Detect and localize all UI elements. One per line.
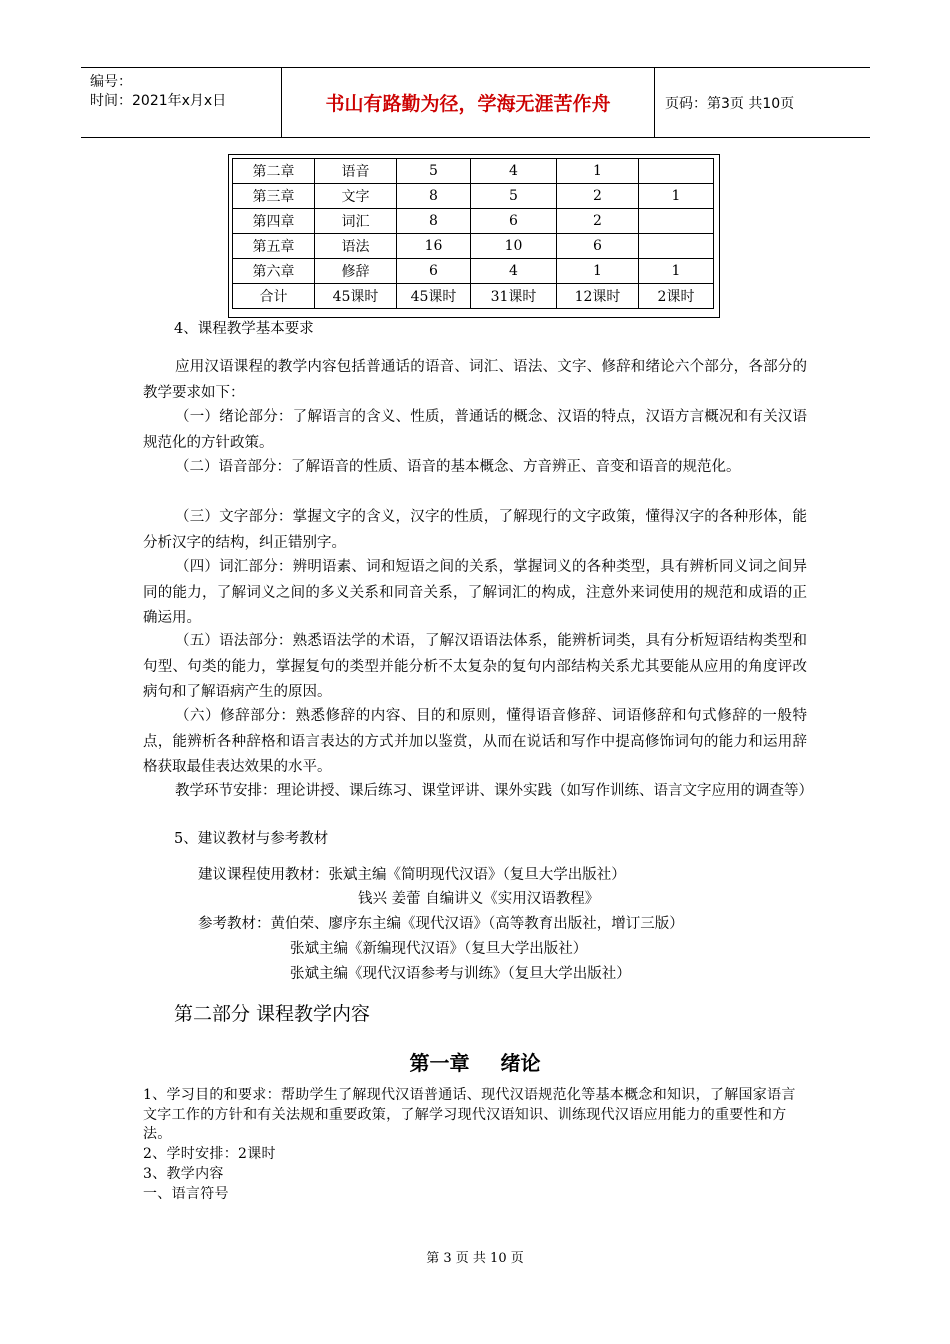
chapter-hours: 2、学时安排：2课时 bbox=[143, 1146, 276, 1162]
reference-line-3: 张斌主编《现代汉语参考与训练》（复旦大学出版社） bbox=[290, 966, 631, 982]
reference-line-1: 参考教材：黄伯荣、廖序东主编《现代汉语》（高等教育出版社，增订三版） bbox=[198, 916, 684, 932]
table-row bbox=[233, 159, 714, 184]
table-cell: 4 bbox=[471, 259, 557, 284]
table-cell: 45课时 bbox=[397, 284, 471, 309]
section5-heading: 5、建议教材与参考教材 bbox=[174, 831, 329, 847]
table-cell: 5 bbox=[471, 184, 557, 209]
table-cell bbox=[639, 209, 714, 234]
table-cell: 8 bbox=[397, 209, 471, 234]
part2-title: 第二部分 课程教学内容 bbox=[174, 1003, 371, 1025]
chapter-goal: 1、学习目的和要求：帮助学生了解现代汉语普通话、现代汉语规范化等基本概念和知识，了解国家语言文字工作的方针和有关法规和重要政策，了解学习现代汉语知识、训练现代汉语应用能力的重要性和方法。 bbox=[143, 1087, 796, 1142]
table-cell: 8 bbox=[397, 184, 471, 209]
page-info: 页码：第3页 共10页 bbox=[665, 95, 795, 112]
table-cell: 2 bbox=[557, 184, 639, 209]
req-item-6: （六）修辞部分：熟悉修辞的内容、目的和原则，懂得语音修辞、词语修辞和句式修辞的一般特点，能辨析各种辞格和语言表达的方式并加以鉴赏，从而在说话和写作中提高修饰词句的能力和运用辞格获取最佳表达效果的水平。 bbox=[143, 708, 807, 775]
chapter-content-label: 3、教学内容 bbox=[143, 1166, 224, 1182]
table-cell: 第五章 bbox=[233, 234, 315, 259]
table-cell: 5 bbox=[397, 159, 471, 184]
textbook-line-2: 钱兴 姜蕾 自编讲义《实用汉语教程》 bbox=[358, 891, 600, 907]
table-row bbox=[233, 284, 714, 309]
table-row bbox=[233, 209, 714, 234]
table-cell: 第四章 bbox=[233, 209, 315, 234]
number-label: 编号： bbox=[90, 74, 132, 90]
table-cell: 4 bbox=[471, 159, 557, 184]
chapter-title: 第一章 绪论 bbox=[409, 1051, 541, 1075]
req-item-5: （五）语法部分：熟悉语法学的术语，了解汉语语法体系，能辨析词类，具有分析短语结构类型和句型、句类的能力，掌握复句的类型并能分析不太复杂的复句内部结构关系尤其要能从应用的角度评改病句和了解语病产生的原因。 bbox=[143, 633, 807, 700]
table-cell: 1 bbox=[639, 259, 714, 284]
table-cell: 合计 bbox=[233, 284, 315, 309]
table-cell: 1 bbox=[557, 259, 639, 284]
table-cell: 45课时 bbox=[315, 284, 397, 309]
table-cell: 16 bbox=[397, 234, 471, 259]
table-cell: 12课时 bbox=[557, 284, 639, 309]
table-cell: 词汇 bbox=[315, 209, 397, 234]
table-cell bbox=[639, 159, 714, 184]
table-cell: 6 bbox=[471, 209, 557, 234]
table-cell: 2课时 bbox=[639, 284, 714, 309]
table-row bbox=[233, 234, 714, 259]
reference-line-2: 张斌主编《新编现代汉语》（复旦大学出版社） bbox=[290, 941, 588, 957]
req-item-1: （一）绪论部分：了解语言的含义、性质，普通话的概念、汉语的特点，汉语方言概况和有关汉语规范化的方针政策。 bbox=[143, 409, 807, 451]
req-item-3: （三）文字部分：掌握文字的含义，汉字的性质，了解现行的文字政策，懂得汉字的各种形体，能分析汉字的结构，纠正错别字。 bbox=[143, 509, 807, 551]
table-cell: 1 bbox=[557, 159, 639, 184]
table-cell: 语法 bbox=[315, 234, 397, 259]
table-cell: 第六章 bbox=[233, 259, 315, 284]
table-cell: 10 bbox=[471, 234, 557, 259]
schedule-table bbox=[232, 158, 714, 309]
table-cell: 6 bbox=[557, 234, 639, 259]
table-cell bbox=[639, 234, 714, 259]
table-cell: 第二章 bbox=[233, 159, 315, 184]
table-cell: 语音 bbox=[315, 159, 397, 184]
table-cell: 1 bbox=[639, 184, 714, 209]
chapter-sub-heading: 一、语言符号 bbox=[143, 1186, 229, 1202]
table-cell: 31课时 bbox=[471, 284, 557, 309]
table-cell: 2 bbox=[557, 209, 639, 234]
section4-heading: 4、课程教学基本要求 bbox=[174, 321, 314, 337]
time-label: 时间：2021年x月x日 bbox=[90, 93, 227, 109]
table-cell: 修辞 bbox=[315, 259, 397, 284]
table-row bbox=[233, 184, 714, 209]
req-item-2: （二）语音部分：了解语音的性质、语音的基本概念、方音辨正、音变和语音的规范化。 bbox=[175, 459, 741, 475]
page-header bbox=[81, 67, 870, 138]
table-cell: 文字 bbox=[315, 184, 397, 209]
section4-intro: 应用汉语课程的教学内容包括普通话的语音、词汇、语法、文字、修辞和绪论六个部分，各部分的教学要求如下： bbox=[143, 359, 807, 401]
page-footer: 第 3 页 共 10 页 bbox=[426, 1251, 524, 1266]
header-meta bbox=[81, 68, 282, 137]
motto: 书山有路勤为径，学海无涯苦作舟 bbox=[282, 68, 655, 137]
table-cell: 第三章 bbox=[233, 184, 315, 209]
req-item-4: （四）词汇部分：辨明语素、词和短语之间的关系，掌握词义的各种类型，具有辨析同义词之间异同的能力，了解词义之间的多义关系和同音关系，了解词汇的构成，注意外来词使用的规范和成语的正确运用。 bbox=[143, 559, 807, 626]
table-row bbox=[233, 259, 714, 284]
table-cell: 6 bbox=[397, 259, 471, 284]
teaching-arrangement: 教学环节安排：理论讲授、课后练习、课堂评讲、课外实践（如写作训练、语言文字应用的调查等） bbox=[175, 783, 813, 799]
textbook-line-1: 建议课程使用教材：张斌主编《简明现代汉语》（复旦大学出版社） bbox=[198, 867, 626, 883]
